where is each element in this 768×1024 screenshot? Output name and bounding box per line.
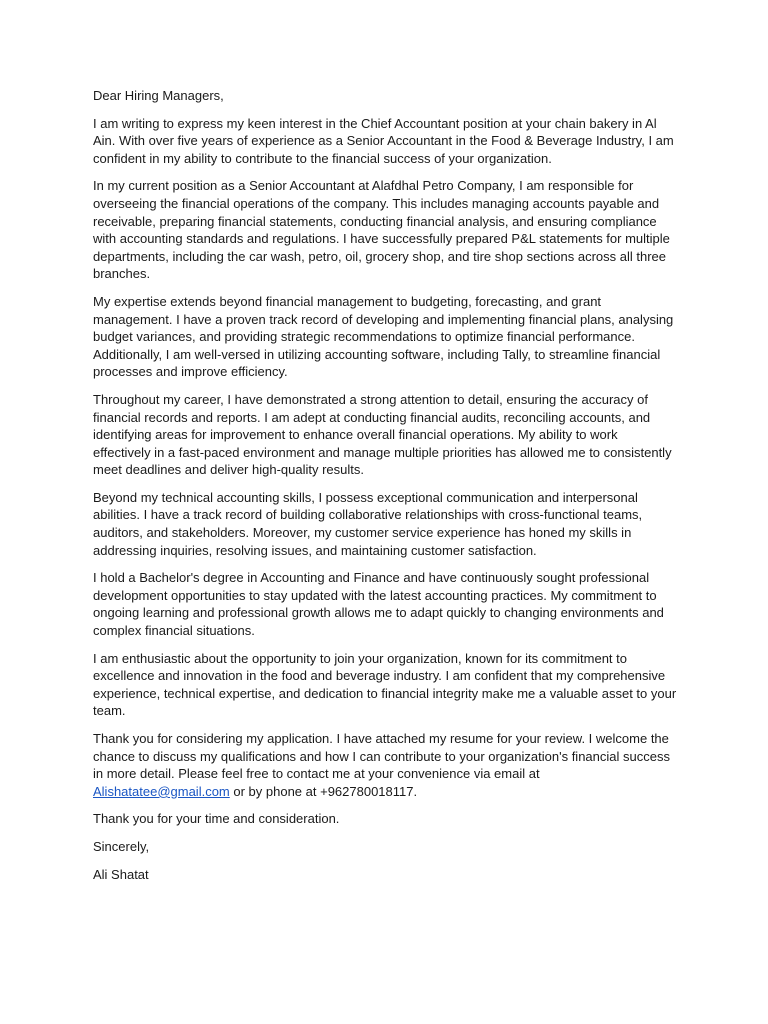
paragraph-education: I hold a Bachelor's degree in Accounting and Finance and have continuously sought professional development opportunities to stay updated with the latest accounting practices. My commitment to ongoing learning and professional growth allows me to adapt quickly to changing environments and complex financial situations.	[93, 570, 664, 639]
paragraph-contact	[93, 730, 678, 800]
greeting: Dear Hiring Managers,	[93, 88, 224, 103]
signature: Ali Shatat	[93, 866, 149, 882]
paragraph-intro: I am writing to express my keen interest in the Chief Accountant position at your chain bakery in Al Ain. With over five years of experience as a Senior Accountant in the Food & Beverage Industry, I am confident in my ability to contribute to the financial success of your organization.	[93, 115, 674, 166]
closing: Sincerely,	[93, 838, 150, 854]
email-link[interactable]: Alishatatee@gmail.com	[93, 783, 230, 799]
thanks-line: Thank you for your time and consideration.	[93, 811, 340, 827]
paragraph-current-position: In my current position as a Senior Accountant at Alafdhal Petro Company, I am responsible for overseeing the financial operations of the company. This includes managing accounts payable and receivable, preparing financial statements, conducting financial analysis, and ensuring compliance with accounting standards and regulations. I have successfully prepared P&L statements for multiple departments, including the car wash, petro, oil, grocery shop, and tire shop sections across all three branches.	[93, 178, 670, 282]
paragraph-attention-to-detail: Throughout my career, I have demonstrated a strong attention to detail, ensuring the accuracy of financial records and reports. I am adept at conducting financial audits, reconciling accounts, and identifying areas for improvement to enhance overall financial operations. My ability to work effectively in a fast-paced environment and manage multiple priorities has allowed me to consistently meet deadlines and deliver high-quality results.	[93, 391, 672, 478]
paragraph-enthusiasm: I am enthusiastic about the opportunity to join your organization, known for its commitment to excellence and innovation in the food and beverage industry. I am confident that my comprehensive experience, technical expertise, and dedication to financial integrity make me a valuable asset to your team.	[93, 650, 677, 719]
paragraph-expertise: My expertise extends beyond financial management to budgeting, forecasting, and grant management. I have a proven track record of developing and implementing financial plans, analysing budget variances, and providing strategic recommendations to optimize financial performance. Additionally, I am well-versed in utilizing accounting software, including Tally, to streamline financial processes and improve efficiency.	[93, 293, 674, 380]
cover-letter	[93, 87, 678, 893]
contact-text-before: Thank you for considering my application. I have attached my resume for your review. I welcome the chance to discuss my qualifications and how I can contribute to your organization's financial success in more detail. Please feel free to contact me at your convenience via email at	[93, 731, 670, 782]
contact-text-after: or by phone at +962780018117.	[229, 783, 418, 799]
paragraph-communication: Beyond my technical accounting skills, I possess exceptional communication and interpersonal abilities. I have a track record of building collaborative relationships with cross-functional teams, auditors, and stakeholders. Moreover, my customer service experience has honed my skills in addressing inquiries, resolving issues, and maintaining customer satisfaction.	[93, 489, 643, 558]
